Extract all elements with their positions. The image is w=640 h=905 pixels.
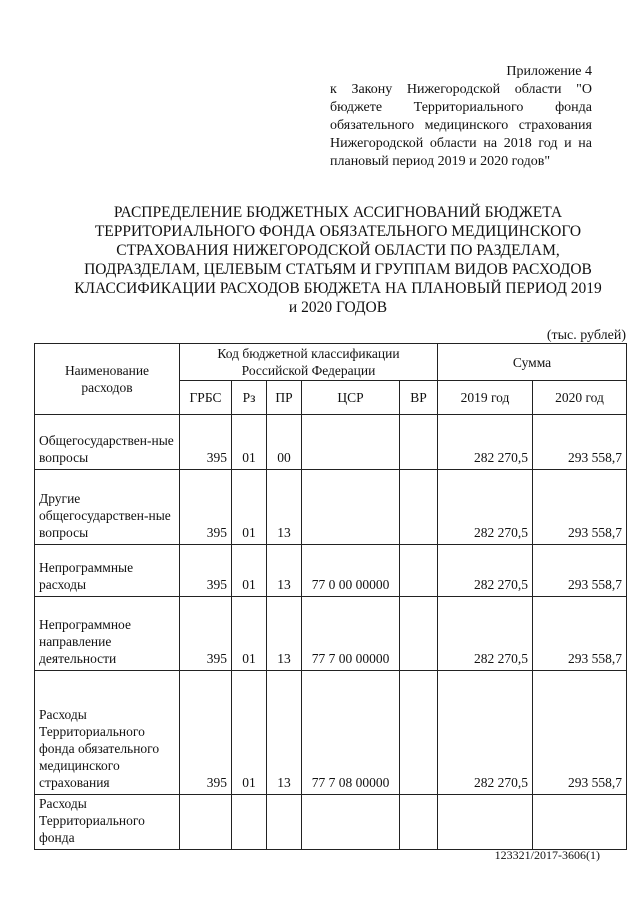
row-name: Другие общегосударствен-ные вопросы: [35, 470, 180, 545]
budget-table: [34, 343, 627, 850]
row-vr: [400, 545, 438, 597]
row-2019: 282 270,5: [438, 415, 533, 470]
row-vr: [400, 470, 438, 545]
row-rz: 01: [232, 597, 267, 671]
row-pr: 00: [267, 415, 302, 470]
appendix-title: Приложение 4: [506, 64, 592, 79]
row-2019: 282 270,5: [438, 470, 533, 545]
row-pr: [267, 795, 302, 850]
row-2019: [438, 795, 533, 850]
appendix-text: к Закону Нижегородской области "О бюджете Территориального фонда обязательного медицинского страхования Нижегородской области на 2018 год и на плановый период 2019 и 2020 годов": [330, 82, 592, 169]
table-row: [35, 545, 627, 597]
row-rz: 01: [232, 545, 267, 597]
row-grbs: 395: [180, 545, 232, 597]
document-heading: РАСПРЕДЕЛЕНИЕ БЮДЖЕТНЫХ АССИГНОВАНИЙ БЮДЖЕТА ТЕРРИТОРИАЛЬНОГО ФОНДА ОБЯЗАТЕЛЬНОГО МЕДИЦИНСКОГО СТРАХОВАНИЯ НИЖЕГОРОДСКОЙ ОБЛАСТИ ПО РАЗДЕЛАМ, ПОДРАЗДЕЛАМ, ЦЕЛЕВЫМ СТАТЬЯМ И ГРУППАМ ВИДОВ РАСХОДОВ КЛАССИФИКАЦИИ РАСХОДОВ БЮДЖЕТА НА ПЛАНОВЫЙ ПЕРИОД 2019 и 2020 ГОДОВ: [74, 204, 602, 316]
table-row: [35, 597, 627, 671]
row-csr: 77 7 08 00000: [302, 671, 400, 795]
row-vr: [400, 597, 438, 671]
row-2020: 293 558,7: [533, 597, 627, 671]
header-sum-group: Сумма: [438, 344, 627, 381]
row-2020: 293 558,7: [533, 470, 627, 545]
row-csr: [302, 415, 400, 470]
row-vr: [400, 671, 438, 795]
header-2019: 2019 год: [438, 381, 533, 415]
appendix-block: [330, 63, 592, 171]
header-pr: ПР: [267, 381, 302, 415]
row-rz: [232, 795, 267, 850]
row-name: Общегосударствен-ные вопросы: [35, 415, 180, 470]
row-csr: 77 7 00 00000: [302, 597, 400, 671]
row-csr: 77 0 00 00000: [302, 545, 400, 597]
row-grbs: [180, 795, 232, 850]
row-pr: 13: [267, 597, 302, 671]
table-row: [35, 795, 627, 850]
row-vr: [400, 795, 438, 850]
header-2020: 2020 год: [533, 381, 627, 415]
row-name: Расходы Территориального фонда: [35, 795, 180, 850]
header-csr: ЦСР: [302, 381, 400, 415]
row-vr: [400, 415, 438, 470]
row-grbs: 395: [180, 415, 232, 470]
table-row: [35, 415, 627, 470]
row-pr: 13: [267, 671, 302, 795]
row-csr: [302, 795, 400, 850]
row-grbs: 395: [180, 597, 232, 671]
document-number: 123321/2017-3606(1): [494, 848, 600, 862]
row-2020: 293 558,7: [533, 545, 627, 597]
header-grbs: ГРБС: [180, 381, 232, 415]
row-csr: [302, 470, 400, 545]
table-row: [35, 671, 627, 795]
row-2020: 293 558,7: [533, 415, 627, 470]
row-2019: 282 270,5: [438, 671, 533, 795]
row-name: Расходы Территориального фонда обязательного медицинского страхования: [35, 671, 180, 795]
row-grbs: 395: [180, 470, 232, 545]
row-2019: 282 270,5: [438, 545, 533, 597]
header-rz: Рз: [232, 381, 267, 415]
header-vr: ВР: [400, 381, 438, 415]
row-2020: 293 558,7: [533, 671, 627, 795]
row-rz: 01: [232, 415, 267, 470]
row-rz: 01: [232, 470, 267, 545]
header-code-group: Код бюджетной классификации Российской Федерации: [180, 344, 438, 381]
row-pr: 13: [267, 470, 302, 545]
header-name: Наименование расходов: [35, 344, 180, 415]
table-row: [35, 470, 627, 545]
row-rz: 01: [232, 671, 267, 795]
row-grbs: 395: [180, 671, 232, 795]
row-2020: [533, 795, 627, 850]
row-name: Непрограммное направление деятельности: [35, 597, 180, 671]
row-2019: 282 270,5: [438, 597, 533, 671]
units-label: (тыс. рублей): [546, 328, 626, 343]
row-name: Непрограммные расходы: [35, 545, 180, 597]
row-pr: 13: [267, 545, 302, 597]
